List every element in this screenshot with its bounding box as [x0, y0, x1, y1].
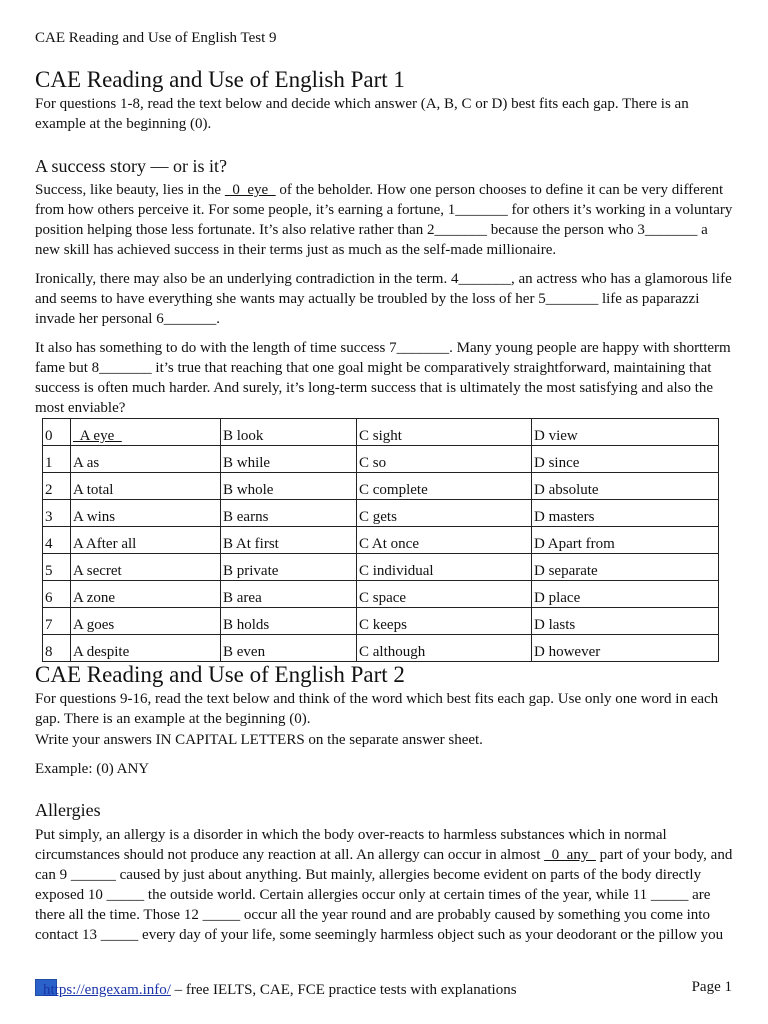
p1-text-before: Success, like beauty, lies in the: [35, 182, 225, 198]
part2-example-answer: 0 any: [544, 847, 596, 863]
option-cell-b: B look: [221, 419, 357, 446]
option-cell-d: D separate: [532, 554, 719, 581]
option-cell-c: C gets: [357, 500, 532, 527]
option-cell-b: B while: [221, 446, 357, 473]
option-cell-c: C individual: [357, 554, 532, 581]
option-cell-b: B At first: [221, 527, 357, 554]
example-answer: 0 eye: [224, 182, 276, 198]
option-cell-d: D since: [532, 446, 719, 473]
option-cell-a: A as: [71, 446, 221, 473]
part2-title: CAE Reading and Use of English Part 2: [35, 662, 405, 687]
option-cell-c: C so: [357, 446, 532, 473]
story-paragraph-3: It also has something to do with the length of time success 7_______. Many young people are happy with shortterm fame but 8_______ it’s true that reaching that one goal might be comparatively straightforward, maintaining that success is often much harder. And surely, it’s long-term success that is ultimately the most satisfying and also the most enviable?: [35, 340, 731, 416]
part1-instructions: For questions 1-8, read the text below and decide which answer (A, B, C or D) best fits each gap. There is an example at the beginning (0).: [35, 96, 689, 132]
option-cell-num: 0: [43, 419, 71, 446]
part2-write-instruction: Write your answers IN CAPITAL LETTERS on the separate answer sheet.: [35, 732, 483, 748]
option-cell-d: D absolute: [532, 473, 719, 500]
option-cell-d: D view: [532, 419, 719, 446]
story-paragraph-2: Ironically, there may also be an underlying contradiction in the term. 4_______, an actress who has a glamorous life and seems to have everything she wants may actually be troubled by the loss of her 5_______ life as paparazzi invade her personal 6_______.: [35, 271, 732, 327]
table-row: [43, 446, 719, 473]
option-cell-num: 7: [43, 608, 71, 635]
page-header: CAE Reading and Use of English Test 9: [35, 30, 277, 46]
option-cell-d: D masters: [532, 500, 719, 527]
table-row: [43, 554, 719, 581]
footer-text: – free IELTS, CAE, FCE practice tests with explanations: [170, 982, 517, 998]
option-cell-c: C space: [357, 581, 532, 608]
answer-options-table: [42, 418, 719, 662]
allergies-paragraph: [35, 825, 735, 945]
option-cell-a: A zone: [71, 581, 221, 608]
option-cell-a: A eye: [71, 419, 221, 446]
option-cell-d: D however: [532, 635, 719, 662]
option-cell-d: D lasts: [532, 608, 719, 635]
p4-text-after: part of your body, and can 9 ______ caused by just about anything. But mainly, allergies become evident on parts of the body directly exposed 10 _____ the outside world. Certain allergies occur only at certain times of the year, while 11 _____ are there all the time. Those 12 _____ occur all the year round and are probably caused by something you come into contact 13 _____ every day of your life, some seemingly harmless object such as your deodorant or the pillow you: [35, 847, 733, 943]
option-cell-c: C although: [357, 635, 532, 662]
option-cell-b: B private: [221, 554, 357, 581]
option-cell-b: B earns: [221, 500, 357, 527]
table-row: [43, 581, 719, 608]
option-cell-b: B holds: [221, 608, 357, 635]
p4-text-before: Put simply, an allergy is a disorder in which the body over-reacts to harmless substances which in normal circumstances should not produce any reaction at all. An allergy can occur in almost: [35, 827, 667, 863]
page-number: Page 1: [691, 979, 732, 995]
story-paragraph-1: [35, 180, 735, 260]
allergies-title: Allergies: [35, 800, 101, 820]
part1-title: CAE Reading and Use of English Part 1: [35, 67, 405, 92]
table-row: [43, 473, 719, 500]
table-row: [43, 419, 719, 446]
table-row: [43, 527, 719, 554]
option-cell-num: 8: [43, 635, 71, 662]
table-row: [43, 608, 719, 635]
option-cell-c: C sight: [357, 419, 532, 446]
option-cell-d: D Apart from: [532, 527, 719, 554]
option-cell-a: A total: [71, 473, 221, 500]
part2-instructions: For questions 9-16, read the text below and think of the word which best fits each gap. Use only one word in each gap. There is an example at the beginning (0).: [35, 691, 719, 727]
page-footer: [35, 979, 732, 999]
option-cell-num: 2: [43, 473, 71, 500]
option-cell-b: B whole: [221, 473, 357, 500]
option-cell-b: B area: [221, 581, 357, 608]
option-cell-num: 3: [43, 500, 71, 527]
option-cell-a: A despite: [71, 635, 221, 662]
option-cell-c: C complete: [357, 473, 532, 500]
option-cell-num: 4: [43, 527, 71, 554]
option-cell-num: 1: [43, 446, 71, 473]
option-cell-b: B even: [221, 635, 357, 662]
part2-example: Example: (0) ANY: [35, 761, 150, 777]
option-cell-c: C At once: [357, 527, 532, 554]
story-title: A success story — or is it?: [35, 156, 227, 176]
option-cell-a: A After all: [71, 527, 221, 554]
option-cell-a: A secret: [71, 554, 221, 581]
footer-link[interactable]: https://engexam.info/: [43, 982, 171, 998]
table-row: [43, 635, 719, 662]
option-cell-num: 5: [43, 554, 71, 581]
option-cell-num: 6: [43, 581, 71, 608]
option-cell-a: A wins: [71, 500, 221, 527]
p1-text-after: of the beholder. How one person chooses to define it can be very different from how others perceive it. For some people, it’s earning a fortune, 1_______ for others it’s working in a voluntary position helping those less fortunate. It’s also relative rather than 2_______ because the person who 3_______ a new skill has achieved success in their terms just as much as the self-made millionaire.: [35, 182, 733, 258]
option-cell-a: A goes: [71, 608, 221, 635]
table-row: [43, 500, 719, 527]
option-cell-c: C keeps: [357, 608, 532, 635]
option-cell-d: D place: [532, 581, 719, 608]
